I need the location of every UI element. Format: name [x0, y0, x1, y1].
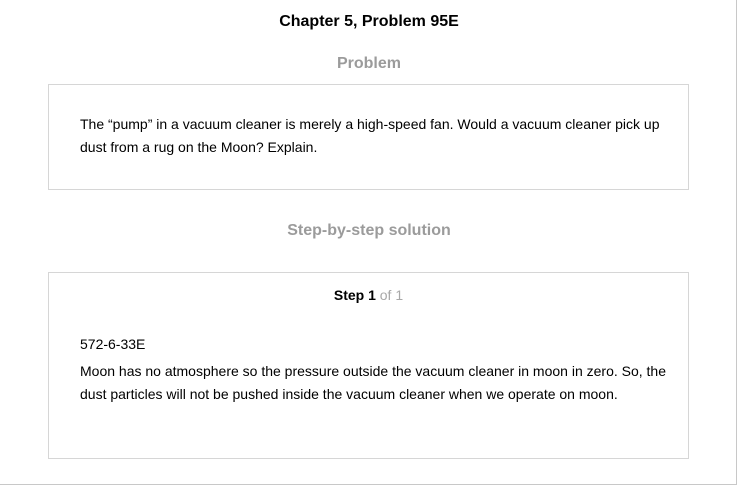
- step-reference: 572-6-33E: [80, 336, 146, 352]
- problem-box: [48, 84, 689, 190]
- step-count: of 1: [379, 287, 404, 303]
- step-label: Step 1: [333, 287, 376, 303]
- chapter-title: Chapter 5, Problem 95E: [279, 13, 459, 30]
- problem-heading: Problem: [336, 55, 401, 72]
- step-text: Moon has no atmosphere so the pressure outside the vacuum cleaner in moon in zero. So, the dust particles will not be pushed inside the vacuum cleaner when we operate on moon.: [80, 363, 667, 402]
- solution-heading: Step-by-step solution: [287, 222, 451, 239]
- step-header: [49, 286, 688, 304]
- problem-text: The “pump” in a vacuum cleaner is merely a high-speed fan. Would a vacuum cleaner pick up dust from a rug on the Moon? Explain.: [80, 116, 660, 155]
- solution-box: [48, 272, 689, 459]
